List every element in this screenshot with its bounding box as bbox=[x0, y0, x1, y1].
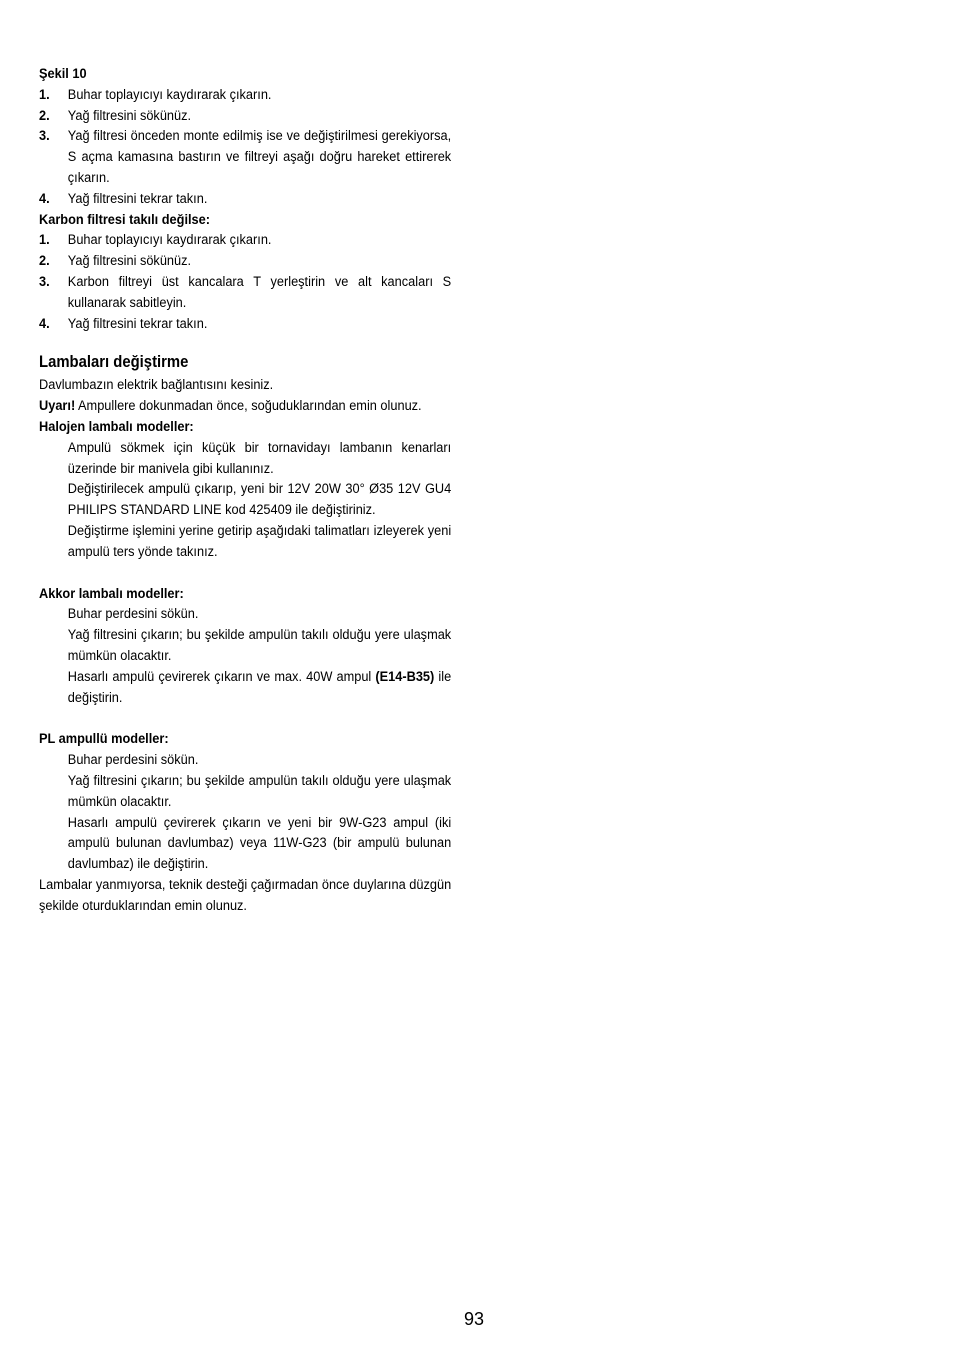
warning-text: Ampullere dokunmadan önce, soğuduklarından emin olunuz. bbox=[75, 398, 422, 415]
akkor-paragraph-last bbox=[68, 667, 451, 709]
list-item bbox=[39, 314, 451, 335]
step-number: 2. bbox=[39, 253, 50, 270]
akkor-paragraph: Buhar perdesini sökün. bbox=[67, 606, 199, 623]
step-text: Yağ filtresini sökünüz. bbox=[67, 107, 192, 124]
step-text: Yağ filtresini tekrar takın. bbox=[67, 315, 208, 332]
step-text: Buhar toplayıcıyı kaydırarak çıkarın. bbox=[67, 86, 272, 103]
pl-paragraph: Hasarlı ampulü çevirerek çıkarın ve yeni bir 9W-G23 ampul (iki ampulü bulunan davlumbaz) veya 11W-G23 (bir ampulü bulunan davlumbaz) ile değiştirin. bbox=[67, 814, 452, 873]
carbon-steps-list bbox=[39, 230, 451, 334]
akkor-last-pre: Hasarlı ampulü çevirerek çıkarın ve max. 40W ampul bbox=[67, 668, 376, 685]
halogen-paragraph: Ampulü sökmek için küçük bir tornavidayı lambanın kenarları üzerinde bir manivela gibi kullanınız. bbox=[67, 439, 452, 477]
halogen-paragraph: Değiştirilecek ampulü çıkarıp, yeni bir 12V 20W 30° Ø35 12V GU4 PHILIPS STANDARD LINE kod 425409 ile değiştiriniz. bbox=[67, 481, 452, 519]
spacer bbox=[39, 563, 451, 584]
list-item bbox=[39, 251, 451, 272]
step-text: Buhar toplayıcıyı kaydırarak çıkarın. bbox=[67, 232, 272, 249]
akkor-heading: Akkor lambalı modeller: bbox=[39, 585, 184, 602]
step-number: 4. bbox=[39, 190, 50, 207]
step-text: Yağ filtresini tekrar takın. bbox=[67, 190, 208, 207]
page-number: 93 bbox=[464, 1309, 485, 1329]
step-number: 1. bbox=[39, 232, 50, 249]
document-column bbox=[39, 64, 451, 916]
pl-paragraph: Yağ filtresini çıkarın; bu şekilde ampulün takılı olduğu yere ulaşmak mümkün olacaktır. bbox=[67, 772, 452, 810]
list-item bbox=[39, 106, 451, 127]
step-number: 3. bbox=[39, 128, 50, 145]
halogen-paragraph: Değiştirme işlemini yerine getirip aşağıdaki talimatları izleyerek yeni ampulü ters yönde takınız. bbox=[67, 522, 452, 560]
spacer bbox=[39, 708, 451, 729]
halogen-heading: Halojen lambalı modeller: bbox=[39, 418, 194, 435]
step-number: 1. bbox=[39, 86, 50, 103]
list-item bbox=[39, 85, 451, 106]
list-item bbox=[39, 230, 451, 251]
closing-paragraph: Lambalar yanmıyorsa, teknik desteği çağırmadan önce duylarına düzgün şekilde oturduklarından emin olunuz. bbox=[39, 876, 452, 914]
bulb-code: (E14-B35) bbox=[375, 668, 435, 685]
section-heading-lamps: Lambaları değiştirme bbox=[39, 353, 189, 372]
pl-paragraph: Buhar perdesini sökün. bbox=[67, 752, 199, 769]
figure-steps-list bbox=[39, 85, 451, 210]
figure-heading: Şekil 10 bbox=[39, 66, 87, 82]
step-text: Yağ filtresi önceden monte edilmiş ise ve değiştirilmesi gerekiyorsa, S açma kamasına bastırın ve filtreyi aşağı doğru hareket ettirerek çıkarın. bbox=[67, 128, 452, 186]
step-number: 4. bbox=[39, 315, 50, 332]
carbon-heading: Karbon filtresi takılı değilse: bbox=[39, 211, 211, 228]
lamps-warning bbox=[39, 396, 451, 417]
step-text: Yağ filtresini sökünüz. bbox=[67, 253, 192, 270]
list-item bbox=[39, 272, 451, 314]
list-item bbox=[39, 189, 451, 210]
lamps-intro: Davlumbazın elektrik bağlantısını kesiniz. bbox=[39, 377, 274, 394]
list-item bbox=[39, 126, 451, 188]
step-text: Karbon filtreyi üst kancalara T yerleştirin ve alt kancaları S kullanarak sabitleyin. bbox=[67, 273, 452, 311]
step-number: 3. bbox=[39, 273, 50, 290]
step-number: 2. bbox=[39, 107, 50, 124]
pl-heading: PL ampullü modeller: bbox=[39, 731, 169, 748]
warning-label: Uyarı! bbox=[39, 398, 76, 415]
akkor-paragraph: Yağ filtresini çıkarın; bu şekilde ampulün takılı olduğu yere ulaşmak mümkün olacaktır. bbox=[67, 627, 452, 664]
akkor-last-post: ile değiştirin. bbox=[67, 668, 452, 706]
